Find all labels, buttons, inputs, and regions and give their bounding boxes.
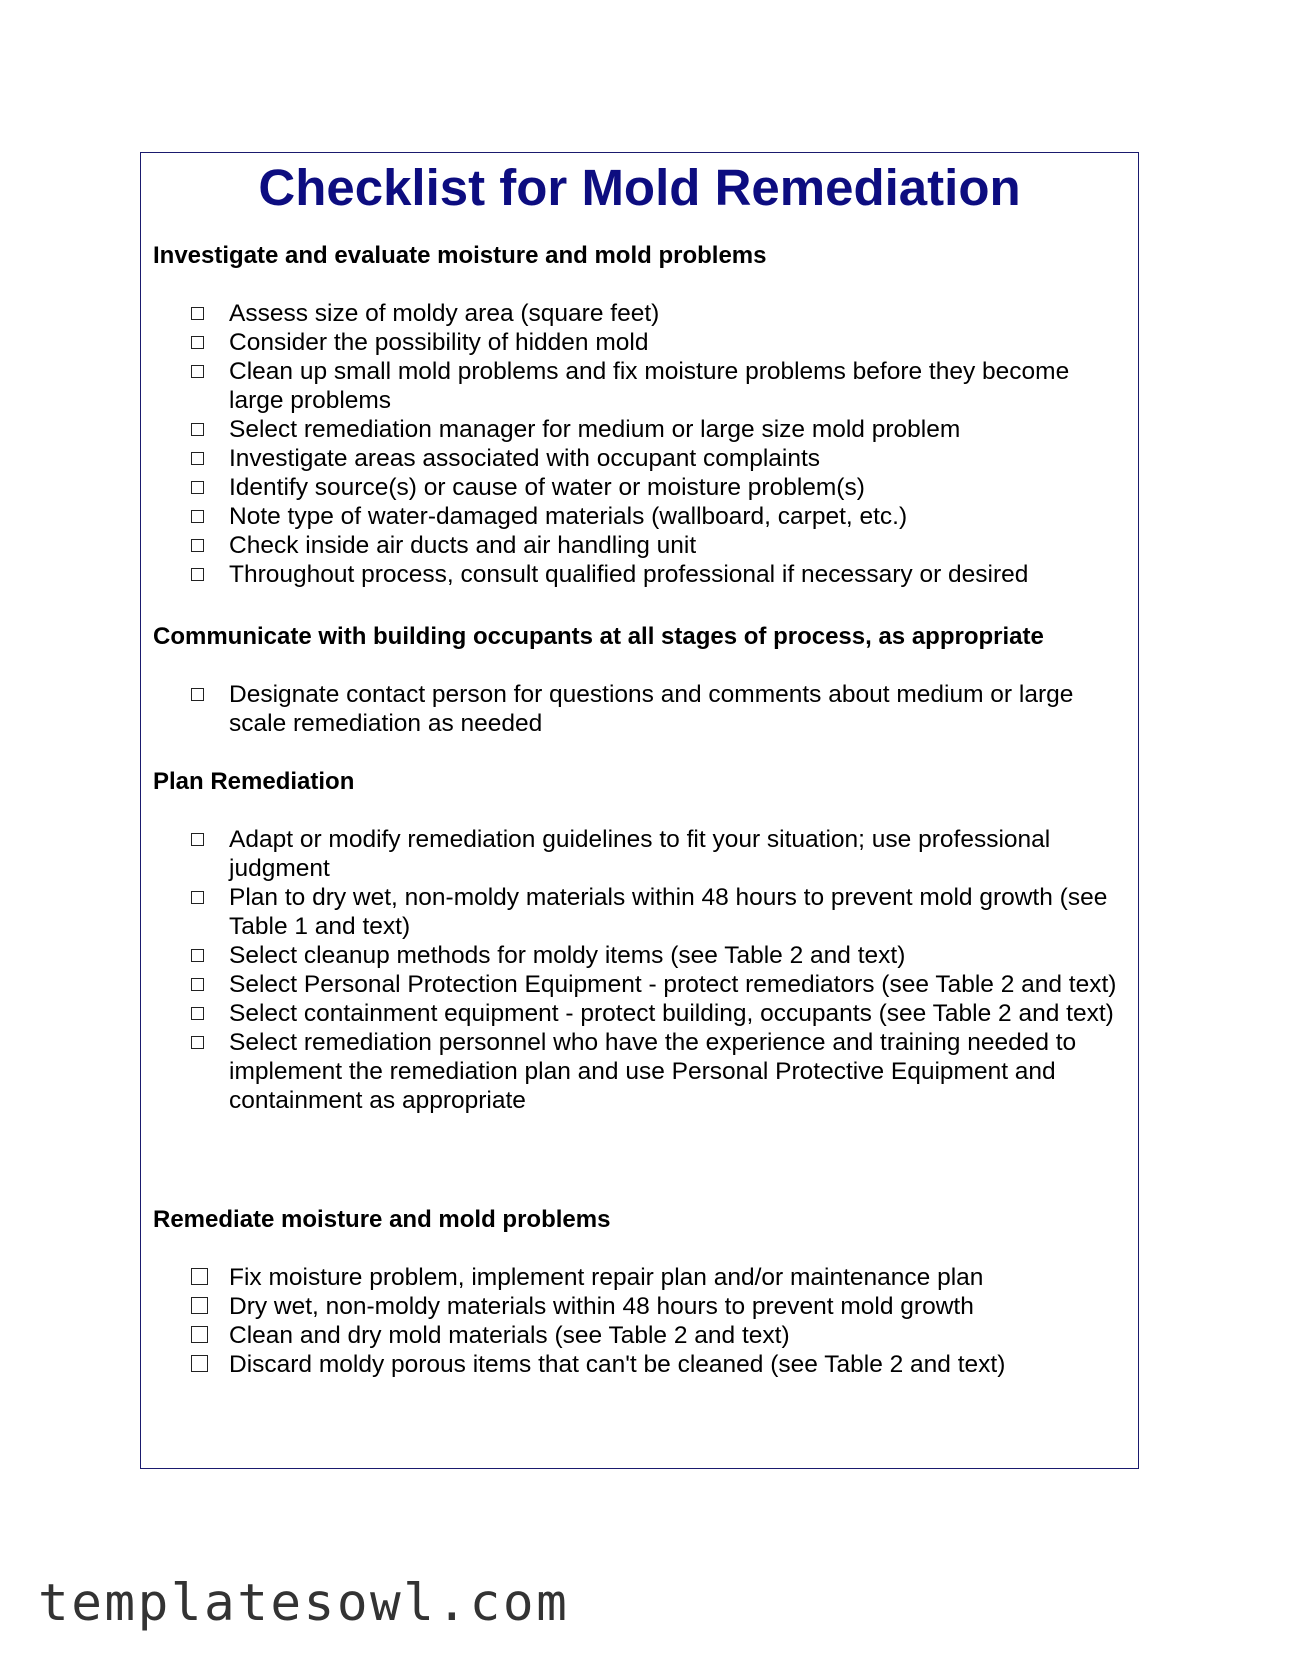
checkbox[interactable] xyxy=(191,510,204,523)
checkbox[interactable] xyxy=(191,833,204,846)
checkbox[interactable] xyxy=(191,1355,208,1372)
item-label: Dry wet, non-moldy materials within 48 hours to prevent mold growth xyxy=(229,1293,974,1320)
checklist-item xyxy=(153,883,1118,941)
checklist-item xyxy=(153,1321,1118,1350)
checkbox[interactable] xyxy=(191,1297,208,1314)
checkbox[interactable] xyxy=(191,1036,204,1049)
checklist-item xyxy=(153,680,1118,738)
checkbox[interactable] xyxy=(191,1007,204,1020)
checkbox[interactable] xyxy=(191,481,204,494)
section-heading: Communicate with building occupants at all stages of process, as appropriate xyxy=(153,623,1044,650)
item-label: Note type of water-damaged materials (wallboard, carpet, etc.) xyxy=(229,503,908,530)
checkbox[interactable] xyxy=(191,1268,208,1285)
checklist xyxy=(153,1263,1118,1379)
checklist-item xyxy=(153,825,1118,883)
checklist-item xyxy=(153,357,1118,415)
checkbox[interactable] xyxy=(191,452,204,465)
checkbox[interactable] xyxy=(191,978,204,991)
item-label: Select remediation manager for medium or large size mold problem xyxy=(229,416,961,443)
section-heading: Remediate moisture and mold problems xyxy=(153,1206,611,1233)
item-label: Select cleanup methods for moldy items (see Table 2 and text) xyxy=(229,942,906,969)
checklist-item xyxy=(153,299,1118,328)
checklist-item xyxy=(153,444,1118,473)
item-label: Check inside air ducts and air handling unit xyxy=(229,532,697,559)
item-label: Investigate areas associated with occupant complaints xyxy=(229,445,821,472)
checklist-item xyxy=(153,560,1118,589)
item-label: Assess size of moldy area (square feet) xyxy=(229,300,660,327)
checklist-item xyxy=(153,970,1118,999)
item-label: Clean up small mold problems and fix moisture problems before they become large problems xyxy=(229,358,1070,414)
checklist-item xyxy=(153,1350,1118,1379)
checklist-item xyxy=(153,999,1118,1028)
section-communicate xyxy=(153,622,1118,738)
checklist-item xyxy=(153,328,1118,357)
checkbox[interactable] xyxy=(191,539,204,552)
item-label: Consider the possibility of hidden mold xyxy=(229,329,649,356)
section-heading: Plan Remediation xyxy=(153,768,355,795)
checkbox[interactable] xyxy=(191,336,204,349)
checklist-item xyxy=(153,531,1118,560)
checklist-item xyxy=(153,415,1118,444)
checklist-item xyxy=(153,473,1118,502)
checklist xyxy=(153,680,1118,738)
checkbox[interactable] xyxy=(191,568,204,581)
section-investigate xyxy=(153,241,1118,589)
checkbox[interactable] xyxy=(191,1326,208,1343)
item-label: Throughout process, consult qualified professional if necessary or desired xyxy=(229,561,1029,588)
item-label: Select containment equipment - protect building, occupants (see Table 2 and text) xyxy=(229,1000,1114,1027)
item-label: Select Personal Protection Equipment - protect remediators (see Table 2 and text) xyxy=(229,971,1117,998)
checkbox[interactable] xyxy=(191,307,204,320)
checklist-item xyxy=(153,941,1118,970)
item-label: Identify source(s) or cause of water or moisture problem(s) xyxy=(229,474,865,501)
checklist-item xyxy=(153,502,1118,531)
item-label: Select remediation personnel who have the experience and training needed to implement the remediation plan and use Personal Protective Equipment and containment as appropriate xyxy=(229,1029,1077,1114)
item-label: Plan to dry wet, non-moldy materials within 48 hours to prevent mold growth (see Table 1 and text) xyxy=(229,884,1108,940)
checkbox[interactable] xyxy=(191,949,204,962)
section-remediate xyxy=(153,1205,1118,1379)
checklist xyxy=(153,825,1118,1115)
section-heading: Investigate and evaluate moisture and mold problems xyxy=(153,242,767,269)
watermark: templatesowl.com xyxy=(38,1574,570,1633)
item-label: Designate contact person for questions and comments about medium or large scale remediation as needed xyxy=(229,681,1074,737)
item-label: Clean and dry mold materials (see Table 2 and text) xyxy=(229,1322,790,1349)
checklist-item xyxy=(153,1292,1118,1321)
checklist-frame xyxy=(140,152,1139,1469)
checkbox[interactable] xyxy=(191,891,204,904)
checkbox[interactable] xyxy=(191,688,204,701)
page-title: Checklist for Mold Remediation xyxy=(258,159,1021,216)
item-label: Fix moisture problem, implement repair plan and/or maintenance plan xyxy=(229,1264,984,1291)
checklist-item xyxy=(153,1028,1118,1115)
section-plan xyxy=(153,767,1118,1115)
checkbox[interactable] xyxy=(191,423,204,436)
checklist-item xyxy=(153,1263,1118,1292)
item-label: Discard moldy porous items that can't be cleaned (see Table 2 and text) xyxy=(229,1351,1006,1378)
checkbox[interactable] xyxy=(191,365,204,378)
checklist xyxy=(153,299,1118,589)
item-label: Adapt or modify remediation guidelines to fit your situation; use professional judgment xyxy=(229,826,1051,882)
